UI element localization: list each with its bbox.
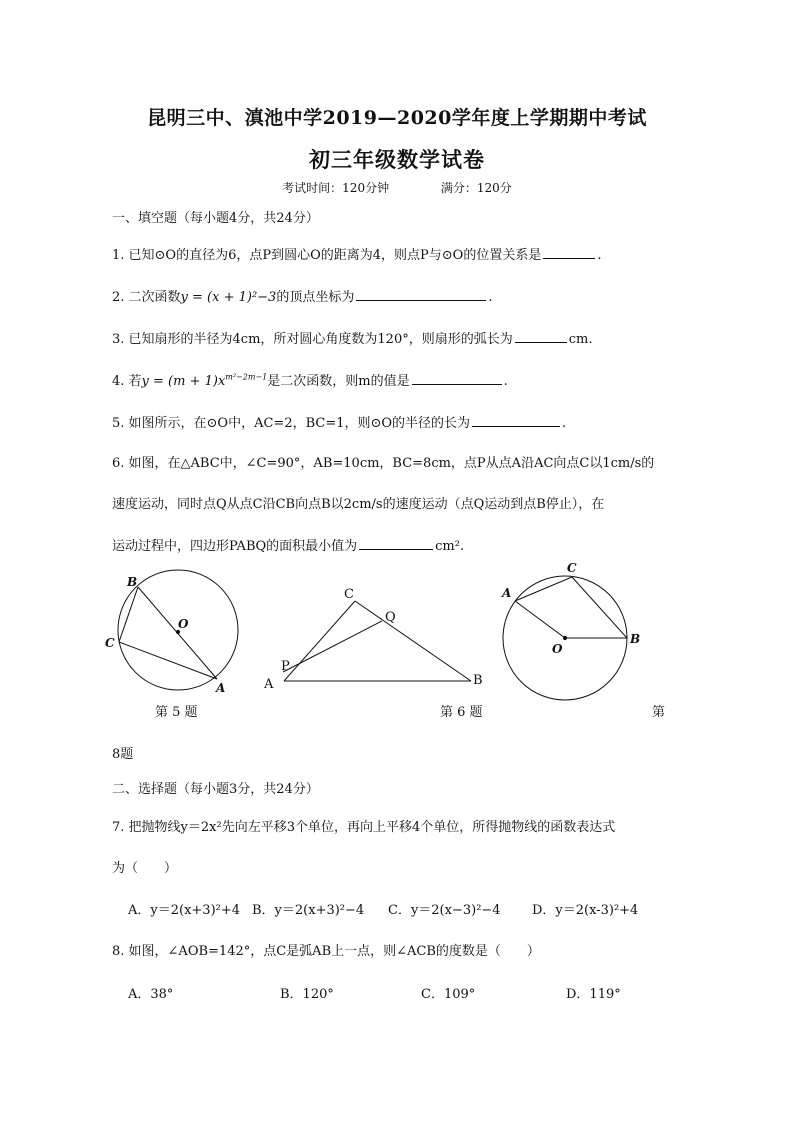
q7-option-c[interactable]: C．y＝2(x−3)²−4 xyxy=(388,903,501,918)
question-7-line1: 7. 把抛物线y＝2x²先向左平移3个单位，再向上平移4个单位，所得抛物线的函数表达式 xyxy=(112,820,616,835)
fig5-label-a: A xyxy=(216,681,226,695)
exam-subtitle: 初三年级数学试卷 xyxy=(309,147,485,172)
fig8-caption: 第 xyxy=(652,705,666,720)
q4-pre: 4. 若 xyxy=(112,374,142,389)
fig8-line-ao xyxy=(515,601,565,638)
fig6-label-b: B xyxy=(473,673,483,688)
q4-post: 是二次函数，则m的值是 xyxy=(267,374,410,389)
exam-time: 考试时间：120分钟 xyxy=(282,181,390,195)
fig8-label-a: A xyxy=(502,586,512,600)
q2-post: 的顶点坐标为 xyxy=(276,290,355,305)
fig5-label-b: B xyxy=(127,575,138,589)
fig8-caption-cont: 8题 xyxy=(112,747,134,762)
q4-end: . xyxy=(503,374,508,389)
question-6-line2: 速度运动，同时点Q从点C沿CB向点B以2cm/s的速度运动（点Q运动到点B停止），在 xyxy=(112,497,605,512)
question-8: 8. 如图，∠AOB=142°，点C是弧AB上一点，则∠ACB的度数是（ ） xyxy=(112,944,540,959)
q8-option-c[interactable]: C．109° xyxy=(421,987,476,1002)
q8-option-b[interactable]: B．120° xyxy=(280,987,334,1002)
fig5-line-ca xyxy=(119,642,217,679)
q7-option-b[interactable]: B．y＝2(x+3)²−4 xyxy=(252,903,365,918)
fig5-label-o: O xyxy=(178,617,189,631)
q4-exponent: m²−2m−1 xyxy=(225,372,268,382)
fig6-line-pq xyxy=(283,621,382,672)
q8-option-a[interactable]: A．38° xyxy=(128,987,174,1002)
section1-heading: 一、填空题（每小题4分，共24分） xyxy=(112,211,319,226)
q1-text: 1. 已知⊙O的直径为6，点P到圆心O的距离为4，则点P与⊙O的位置关系是 xyxy=(112,248,542,263)
q2-pre: 2. 二次函数 xyxy=(112,290,181,305)
fig8-label-c: C xyxy=(567,561,577,575)
exam-score: 满分：120分 xyxy=(440,181,512,195)
fig6-label-a: A xyxy=(264,677,274,692)
q3-end: cm. xyxy=(568,332,593,347)
fig8-label-o: O xyxy=(552,642,563,656)
fig8-line-ac xyxy=(515,577,572,601)
fig5-label-c: C xyxy=(105,636,115,650)
q7-option-a[interactable]: A．y＝2(x+3)²+4 xyxy=(128,903,241,918)
fig6-label-p: P xyxy=(281,659,290,674)
q5-text: 5. 如图所示，在⊙O中，AC=2，BC=1，则⊙O的半径的长为 xyxy=(112,416,471,431)
q3-text: 3. 已知扇形的半径为4cm，所对圆心角度数为120°，则扇形的弧长为 xyxy=(112,332,513,347)
fig6-line-cb xyxy=(355,601,471,681)
q4-formula: y = (m + 1)x xyxy=(141,374,226,389)
q7-option-d[interactable]: D．y＝2(x-3)²+4 xyxy=(532,903,639,918)
figure-6 xyxy=(283,601,471,681)
q1-end: . xyxy=(597,248,602,263)
exam-title: 昆明三中、滇池中学2019—2020学年度上学期期中考试 xyxy=(147,107,647,129)
q2-formula: y = (x + 1)²−3 xyxy=(180,290,277,305)
q2-end: . xyxy=(488,290,493,305)
q5-end: . xyxy=(562,416,567,431)
fig8-center-dot xyxy=(563,636,566,639)
section2-heading: 二、选择题（每小题3分，共24分） xyxy=(112,782,319,797)
fig6-caption: 第 6 题 xyxy=(440,705,483,720)
fig6-line-ac xyxy=(284,601,355,681)
q6-text: 运动过程中，四边形PABQ的面积最小值为 xyxy=(112,539,358,554)
q8-option-d[interactable]: D．119° xyxy=(566,987,621,1002)
fig5-caption: 第 5 题 xyxy=(155,705,198,720)
fig8-label-b: B xyxy=(630,632,641,646)
question-7-line2: 为（ ） xyxy=(112,861,178,876)
fig6-label-q: Q xyxy=(385,610,396,625)
q6-end: cm². xyxy=(435,539,465,554)
question-6-line1: 6. 如图，在△ABC中，∠C=90°，AB=10cm，BC=8cm，点P从点A沿AC向点C以1cm/s的 xyxy=(112,456,655,471)
figure-8 xyxy=(503,576,627,700)
fig6-label-c: C xyxy=(344,587,354,602)
